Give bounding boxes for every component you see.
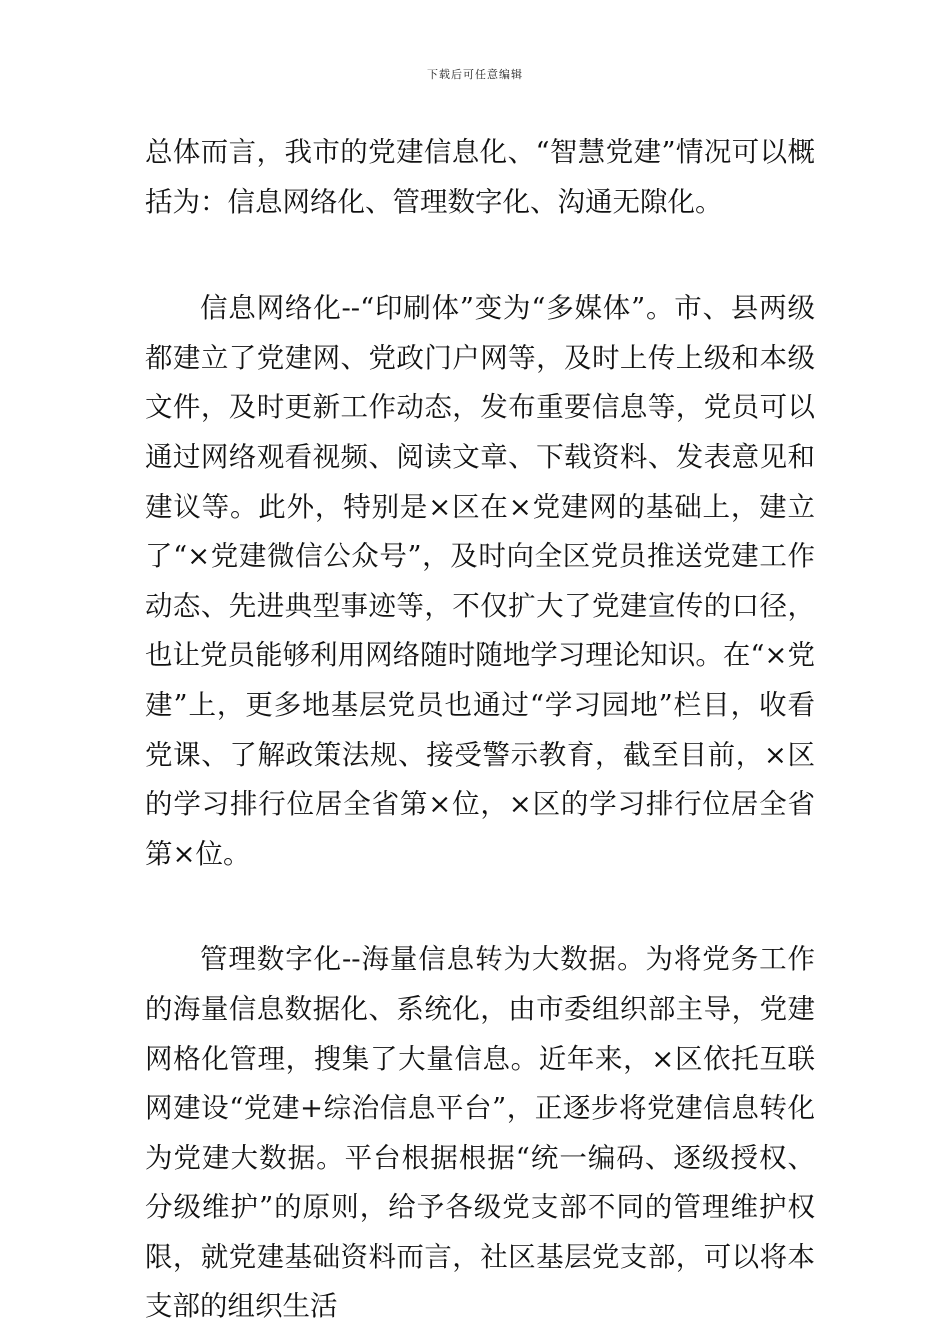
paragraph-management-digitization: 管理数字化--海量信息转为大数据。为将党务工作的海量信息数据化、系统化，由市委组织部主导，党建网格化管理，搜集了大量信息。近年来，×区依托互联网建设“党建+综治信息平台”，正逐步将党建信息转化为党建大数据。平台根据根据“统一编码、逐级授权、分级维护”的原则，给予各级党支部不同的管理维护权限，就党建基础资料而言，社区基层党支部，可以将本支部的组织生活 (145, 943, 815, 1323)
paragraph-information-networking: 信息网络化--“印刷体”变为“多媒体”。市、县两级都建立了党建网、党政门户网等，及时上传上级和本级文件，及时更新工作动态，发布重要信息等，党员可以通过网络观看视频、阅读文章、下载资料、发表意见和建议等。此外，特别是×区在×党建网的基础上，建立了“×党建微信公众号”，及时向全区党员推送党建工作动态、先进典型事迹等，不仅扩大了党建宣传的口径，也让党员能够利用网络随时随地学习理论知识。在“×党建”上，更多地基层党员也通过“学习园地”栏目，收看党课、了解政策法规、接受警示教育，截至目前，×区的学习排行位居全省第×位，×区的学习排行位居全省第×位。 (145, 292, 815, 870)
paragraph-summary: 总体而言，我市的党建信息化、“智慧党建”情况可以概括为：信息网络化、管理数字化、沟通无隙化。 (145, 136, 815, 218)
header-note: 下载后可任意编辑 (427, 68, 523, 81)
document-body (145, 128, 815, 1332)
